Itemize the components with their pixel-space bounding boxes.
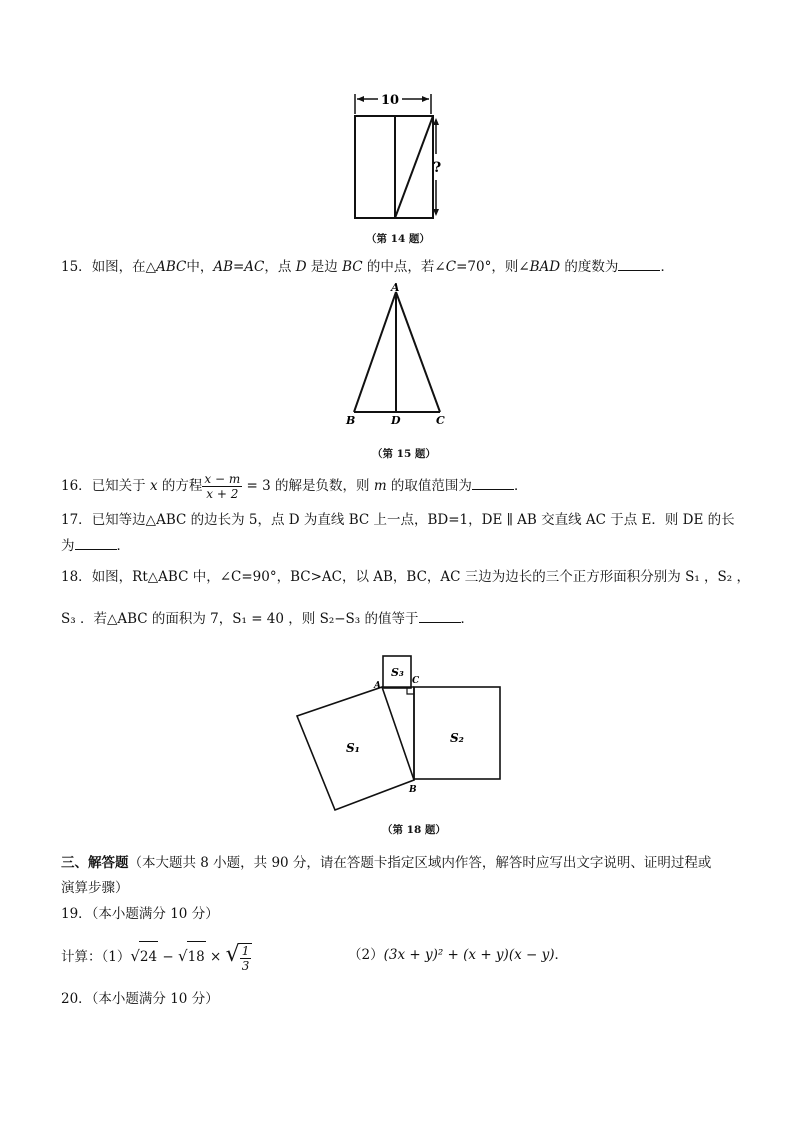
- q19-radicand: 24: [139, 941, 158, 972]
- q16-text: 的取值范围为: [386, 478, 472, 494]
- q19-header: 19．（本小题满分 10 分）: [61, 906, 219, 922]
- q17-text: ．: [116, 538, 130, 554]
- q18-number: 18．: [61, 569, 92, 585]
- q17-answer-blank[interactable]: [75, 537, 117, 550]
- fig15-label-b: B: [346, 414, 356, 427]
- q16-text: 的方程: [157, 478, 203, 494]
- q15-text: 如图，在△: [91, 259, 157, 275]
- q17-text: 为: [61, 538, 75, 554]
- q18-text: S₃ ．若△ABC 的面积为 7，S₁ = 40 ，则 S₂−S₃ 的值等于: [61, 611, 419, 627]
- q17-text: 已知等边△ABC 的边长为 5，点 D 为直线 BC 上一点，BD=1，DE ∥ AB 交直线 AC 于点 E．则 DE 的长: [91, 512, 735, 528]
- q16-fraction: [202, 472, 242, 501]
- q19-part2-end: ．: [554, 947, 568, 963]
- fig15-side-ac: [396, 292, 440, 412]
- fig14-q-label: ?: [433, 160, 442, 176]
- q15-text: ，点: [264, 259, 296, 275]
- q16-text: 已知关于: [91, 478, 150, 494]
- fig14-dim-label: 10: [380, 93, 400, 108]
- fig18-label-s3: S₃: [391, 666, 404, 679]
- figure-14: [340, 88, 450, 248]
- fig18-label-b: B: [409, 785, 417, 795]
- fig15-side-ab: [354, 292, 396, 412]
- q19-part2-label: （2）: [348, 947, 384, 963]
- q15-text: 中，: [186, 259, 214, 275]
- q17-number: 17．: [61, 512, 92, 528]
- q16-variable: m: [373, 478, 387, 494]
- section-3-title: 三、解答题: [61, 855, 129, 871]
- q19-fraction-denominator: 3: [241, 958, 250, 973]
- q16-text: = 3 的解是负数，则: [242, 478, 374, 494]
- fig14-caption: （第 14 题）: [366, 233, 430, 245]
- q15-angle: BAD: [529, 259, 561, 275]
- q16-answer-blank[interactable]: [472, 477, 514, 490]
- fig18-label-s2: S₂: [450, 731, 464, 745]
- q16-variable: x: [149, 478, 158, 494]
- q15-number: 15．: [61, 259, 92, 275]
- question-17-line2: [61, 537, 130, 555]
- q16-fraction-numerator: x − m: [204, 472, 241, 486]
- q20-header: 20．（本小题满分 10 分）: [61, 991, 219, 1007]
- section-3-heading: [61, 854, 711, 872]
- section-3-desc: （本大题共 8 小题，共 90 分，请在答题卡指定区域内作答，解答时应写出文字说明、证明过程或: [128, 855, 712, 871]
- q15-segment: BC: [342, 259, 363, 275]
- q19-part2: [348, 946, 568, 964]
- q16-number: 16．: [61, 478, 92, 494]
- q19-part2-expression: (3x + y)² + (x + y)(x − y): [383, 947, 555, 963]
- fig18-label-s1: S₁: [346, 741, 360, 755]
- q15-text: ．: [660, 259, 674, 275]
- q15-point: D: [295, 259, 307, 275]
- q15-angle: C: [445, 259, 457, 275]
- fig14-diagonal: [395, 116, 433, 218]
- q15-answer-blank[interactable]: [618, 258, 660, 271]
- q18-text: 如图，Rt△ABC 中，∠C=90°，BC>AC，以 AB，BC，AC 三边为边长的三个正方形面积分别为 S₁ ，S₂ ，: [91, 569, 750, 585]
- q15-equality: AB=AC: [213, 259, 265, 275]
- q19-operator: ×: [205, 949, 226, 965]
- fig15-label-a: A: [391, 282, 400, 294]
- fig18-caption: （第 18 题）: [382, 824, 446, 836]
- q15-triangle: ABC: [156, 259, 187, 275]
- q15-text: 的中点，若∠: [362, 259, 446, 275]
- figure-18: [290, 650, 510, 820]
- fig15-label-c: C: [436, 414, 445, 427]
- q18-answer-blank[interactable]: [419, 610, 461, 623]
- q15-text: =70°，则∠: [456, 259, 530, 275]
- question-17: [61, 511, 735, 529]
- q19-part1: 计算：（1）√24 − √18 × √ $\frac{1}{3}$: [61, 940, 252, 973]
- fig18-label-c: C: [412, 676, 420, 686]
- q19-label: 计算：（1）: [61, 949, 131, 965]
- question-18-line2: [61, 610, 474, 628]
- question-18: [61, 568, 750, 586]
- question-16: [61, 470, 527, 502]
- fig15-caption: （第 15 题）: [372, 448, 436, 460]
- q15-text: 的度数为: [560, 259, 619, 275]
- question-15: [61, 258, 674, 276]
- q16-text: ．: [513, 478, 528, 494]
- fig15-label-d: D: [391, 414, 401, 427]
- fig18-label-a: A: [374, 681, 381, 691]
- figure-15: [340, 282, 460, 430]
- q19-fraction-numerator: 1: [241, 943, 250, 958]
- q19-operator: −: [158, 949, 178, 965]
- q19-fraction: [239, 943, 253, 973]
- q19-radicand: 18: [187, 941, 206, 972]
- section-3-desc-line2: 演算步骤）: [61, 880, 129, 896]
- q18-text: ．: [460, 611, 474, 627]
- q16-fraction-denominator: x + 2: [206, 487, 239, 501]
- q15-text: 是边: [306, 259, 343, 275]
